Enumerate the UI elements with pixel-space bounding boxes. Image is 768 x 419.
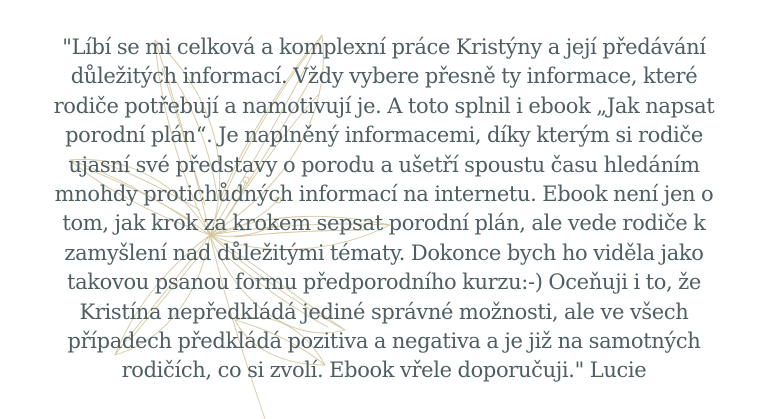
quote-line: rodičích, co si zvolí. Ebook vřele doporučuji." Lucie	[121, 358, 647, 383]
quote-line: porodní plán“. Je naplněný informacemi, díky kterým si rodiče	[65, 123, 703, 148]
testimonial-quote	[0, 33, 768, 386]
quote-line: Kristína nepředkládá jediné správné možnosti, ale ve všech	[79, 299, 689, 324]
quote-line: "Líbí se mi celková a komplexní práce Kristýny a její předávání	[62, 35, 706, 59]
quote-line: mnohdy protichůdných informací na internetu. Ebook není jen o	[54, 182, 714, 207]
quote-line: tom, jak krok za krokem sepsat porodní plán, ale vede rodiče k	[62, 211, 706, 236]
quote-line: takovou psanou formu předporodního kurzu:-) Oceňuji i to, že	[67, 270, 701, 295]
quote-line: důležitých informací. Vždy vybere přesně ty informace, které	[70, 64, 698, 89]
quote-line: případech předkládá pozitiva a negativa a je již na samotných	[67, 329, 701, 354]
quote-line: ujasní své představy o porodu a ušetří spoustu času hledáním	[68, 152, 700, 177]
quote-line: zamyšlení nad důležitými tématy. Dokonce bych ho viděla jako	[64, 240, 704, 265]
quote-line: rodiče potřebují a namotivují je. A toto splnil i ebook „Jak napsat	[53, 93, 715, 118]
